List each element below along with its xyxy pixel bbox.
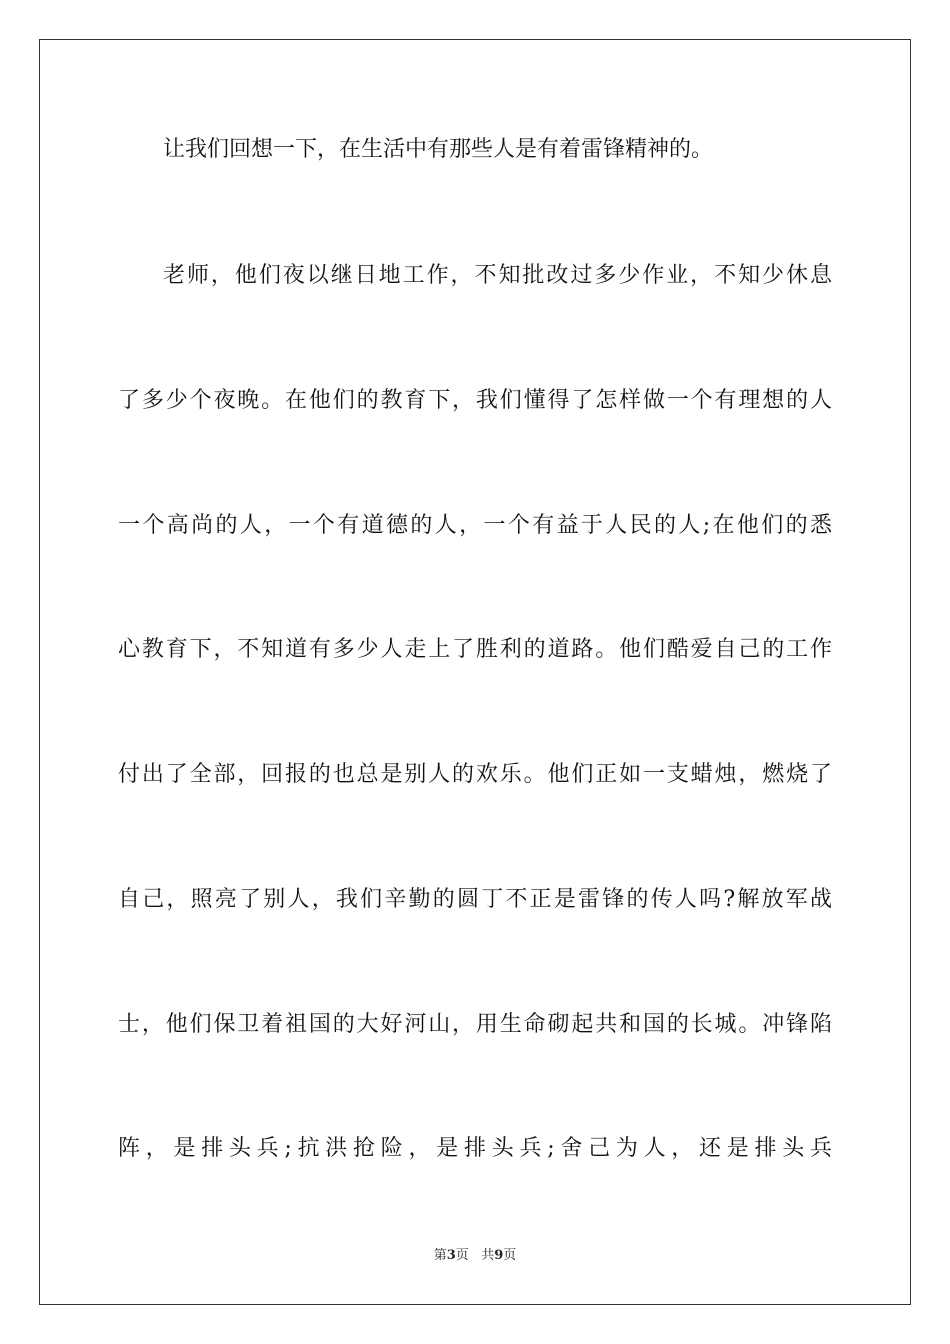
paragraph-line-7: 自己，照亮了别人，我们辛勤的圆丁不正是雷锋的传人吗?解放军战 (118, 887, 832, 912)
page-prefix: 第 (433, 1248, 447, 1263)
page-number: 3 (446, 1248, 456, 1263)
paragraph-line-4: 一个高尚的人，一个有道德的人，一个有益于人民的人;在他们的悉 (118, 513, 832, 538)
page-suffix: 页 (455, 1248, 469, 1263)
paragraph-line-3: 了多少个夜晚。在他们的教育下，我们懂得了怎样做一个有理想的人 (118, 388, 832, 413)
total-suffix: 页 (503, 1248, 517, 1263)
page-frame (39, 39, 911, 1305)
total-prefix: 共 (481, 1248, 495, 1263)
paragraph-line-5: 心教育下，不知道有多少人走上了胜利的道路。他们酷爱自己的工作 (118, 637, 832, 662)
paragraph-line-6: 付出了全部，回报的也总是别人的欢乐。他们正如一支蜡烛，燃烧了 (118, 762, 832, 787)
paragraph-line-9: 阵，是排头兵;抗洪抢险，是排头兵;舍己为人，还是排头兵 (118, 1136, 832, 1161)
page-footer (0, 1247, 950, 1265)
total-pages: 9 (494, 1248, 504, 1263)
paragraph-line-8: 士，他们保卫着祖国的大好河山，用生命砌起共和国的长城。冲锋陷 (118, 1012, 832, 1037)
paragraph-line-1: 让我们回想一下，在生活中有那些人是有着雷锋精神的。 (163, 137, 714, 162)
paragraph-line-2: 老师，他们夜以继日地工作，不知批改过多少作业，不知少休息 (163, 263, 832, 288)
